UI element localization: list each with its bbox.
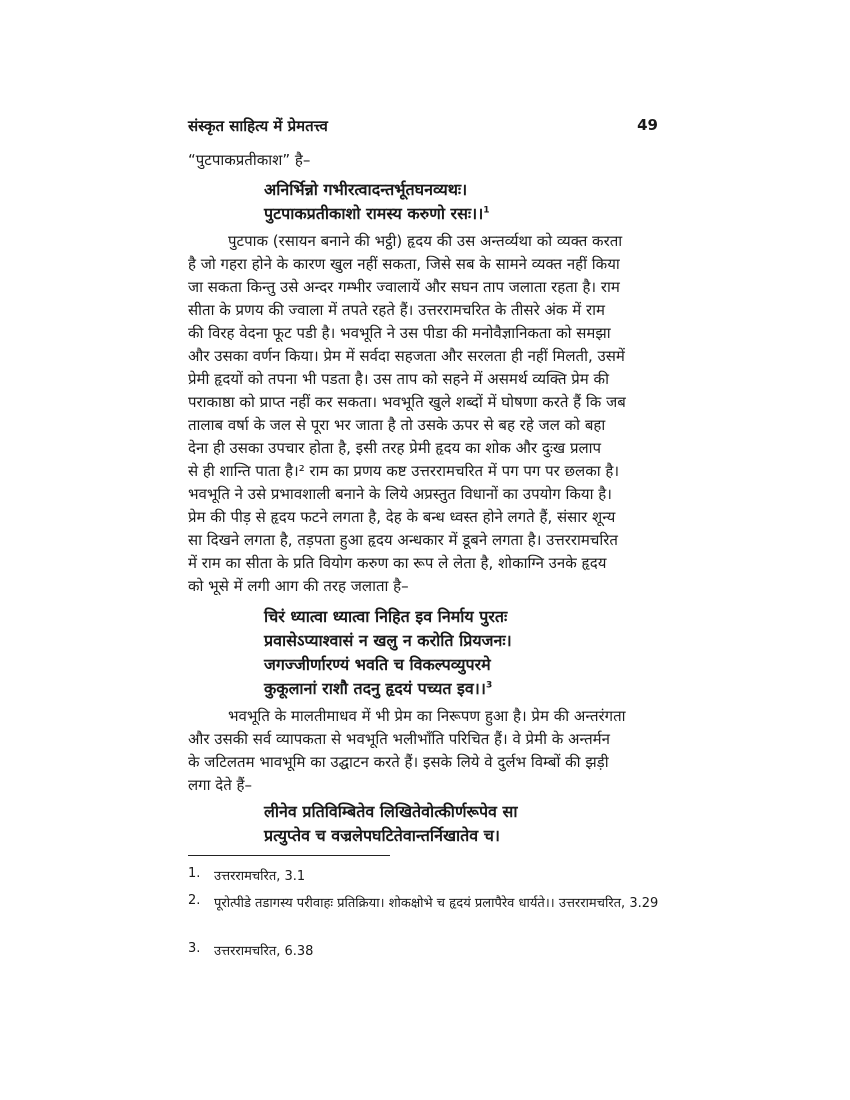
footnote-divider [188,855,390,856]
para1-line-5: की विरह वेदना फूट पडी है। भवभूति ने उस पीडा की मनोवैज्ञानिकता को समझा [188,324,611,342]
para1-line-7: प्रेमी हृदयों को तपना भी पडता है। उस ताप को सहने में असमर्थ व्यक्ति प्रेम की [188,370,609,388]
verse2-line-1: चिरं ध्यात्वा ध्यात्वा निहित इव निर्माय पुरतः [264,607,508,626]
para1-line-15: में राम का सीता के प्रति वियोग करुण का रूप ले लेता है, शोकाग्नि उनके हृदय [188,554,607,572]
para1-line-13: प्रेम की पीड़ से हृदय फटने लगता है, देह के बन्ध ध्वस्त होने लगते हैं, संसार शून्य [188,508,616,526]
page-number: 49 [637,116,658,134]
footnote-ref-1: 1 [483,205,490,216]
para1-line-3: जा सकता किन्तु उसे अन्दर गम्भीर ज्वालायें और सघन ताप जलाता रहता है। राम [188,278,620,296]
footnote-2-text: पूरोत्पीडे तडागस्य परीवाहः प्रतिक्रिया। शोकक्षोभे च हृदयं प्रलापैरेव धार्यते।। उत्तररामचरित, 3.29 [214,896,659,911]
para1-line-2: है जो गहरा होने के कारण खुल नहीं सकता, जिसे सब के सामने व्यक्त नहीं किया [188,255,620,273]
verse1-line-2 [264,202,490,224]
footnote-3-text: उत्तररामचरित, 6.38 [214,944,314,959]
para1-line-8: पराकाष्ठा को प्राप्त नहीं कर सकता। भवभूति खुले शब्दों में घोषणा करते हैं कि जब [188,393,626,411]
verse1-line-2-text: पुटपाकप्रतीकाशो रामस्य करुणो रसः।। [264,204,484,223]
verse3-line-2: प्रत्युप्तेव च वज्रलेपघटितेवान्तर्निखातेव च। [264,826,500,845]
footnote-3-number: 3. [188,941,201,956]
footnote-ref-3: 3 [485,680,493,691]
para2-line-3: के जटिलतम भावभूमि का उद्घाटन करते हैं। इसके लिये वे दुर्लभ विम्बों की झड़ी [188,753,609,771]
para1-line-1: पुटपाक (रसायन बनाने की भट्ठी) हृदय की उस अन्तर्व्यथा को व्यक्त करता [228,232,623,250]
para1-line-16: को भूसे में लगी आग की तरह जलाता है– [188,577,409,595]
para1-line-6: और उसका वर्णन किया। प्रेम में सर्वदा सहजता और सरलता ही नहीं मिलती, उसमें [188,347,625,365]
running-header [188,116,658,140]
verse2-line-4 [264,677,492,699]
verse2-line-3: जगज्जीर्णारण्यं भवति च विकल्पव्युपरमे [264,655,491,674]
running-title: संस्कृत साहित्य में प्रेमतत्त्व [188,117,328,135]
para2-line-4: लगा देते हैं– [188,776,253,794]
para1-line-12: भवभूति ने उसे प्रभावशाली बनाने के लिये अप्रस्तुत विधानों का उपयोग किया है। [188,485,612,503]
footnote-2-number: 2. [188,893,201,908]
verse2-line-2: प्रवासेऽप्याश्वासं न खलु न करोति प्रियजनः। [264,631,512,650]
verse3-line-1: लीनेव प्रतिविम्बितेव लिखितेवोत्कीर्णरूपेव सा [264,802,518,821]
verse1-line-1: अनिर्भिन्नो गभीरत्वादन्तर्भूतघनव्यथः। [264,180,468,199]
para1-line-9: तालाब वर्षा के जल से पूरा भर जाता है तो उसके ऊपर से बह रहे जल को बहा [188,416,606,434]
intro-line: “पुटपाकप्रतीकाश” है– [188,151,311,169]
para2-line-1: भवभूति के मालतीमाधव में भी प्रेम का निरूपण हुआ है। प्रेम की अन्तरंगता [228,707,626,725]
para1-line-4: सीता के प्रणय की ज्वाला में तपते रहते हैं। उत्तररामचरित के तीसरे अंक में राम [188,301,605,319]
footnote-1-number: 1. [188,866,201,881]
para1-line-10: देना ही उसका उपचार होता है, इसी तरह प्रेमी हृदय का शोक और दुःख प्रलाप [188,439,602,457]
para2-line-2: और उसकी सर्व व्यापकता से भवभूति भलीभाँति परिचित हैं। वे प्रेमी के अन्तर्मन [188,730,610,748]
para1-line-11: से ही शान्ति पाता है।² राम का प्रणय कष्ट उत्तररामचरित में पग पग पर छलका है। [188,462,620,480]
footnote-1-text: उत्तररामचरित, 3.1 [214,869,306,884]
para1-line-14: सा दिखने लगता है, तड़पता हुआ हृदय अन्धकार में डूबने लगता है। उत्तररामचरित [188,531,618,549]
verse2-line-4-text: कुकूलानां राशौ तदनु हृदयं पच्यत इव।। [264,679,486,698]
